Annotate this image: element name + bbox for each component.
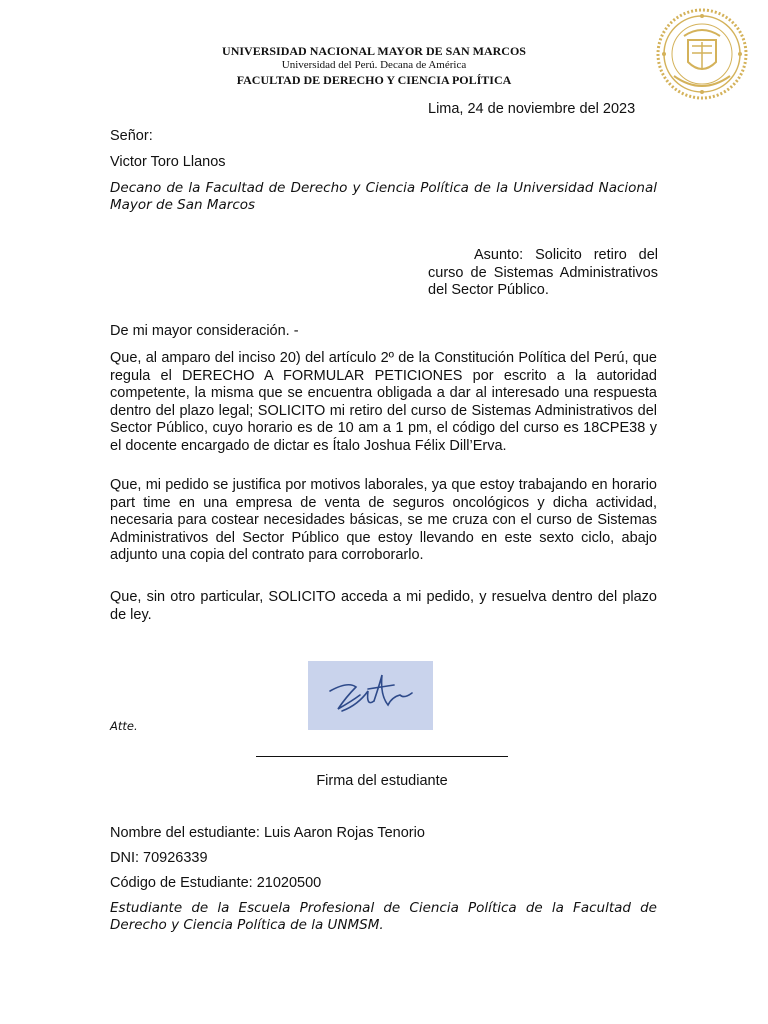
faculty-name: FACULTAD DE DERECHO Y CIENCIA POLÍTICA [236, 73, 512, 87]
university-subtitle: Universidad del Perú. Decana de América [281, 59, 467, 71]
student-code: Código de Estudiante: 21020500 [110, 875, 322, 891]
subject-text: Solicito retiro del curso de Sistemas Administrativos del Sector Público. [428, 247, 659, 298]
addressee-name: Victor Toro Llanos [110, 154, 226, 170]
signature-scribble-icon [308, 661, 433, 730]
greeting: De mi mayor consideración. - [110, 323, 299, 339]
signature-image [308, 661, 433, 730]
paragraph-closing-request: Que, sin otro particular, SOLICITO acceda a mi pedido, y resuelva dentro del plazo de ley. [110, 589, 657, 623]
addressee-title: Decano de la Facultad de Derecho y Ciencia Política de la Universidad Nacional Mayor de San Marcos [110, 180, 657, 213]
student-affiliation: Estudiante de la Escuela Profesional de Ciencia Política de la Facultad de Derecho y Ciencia Política de la UNMSM. [110, 900, 657, 933]
student-name: Nombre del estudiante: Luis Aaron Rojas Tenorio [110, 825, 425, 841]
paragraph-petition: Que, al amparo del inciso 20) del artículo 2º de la Constitución Política del Perú, que regula el DERECHO A FORMULAR PETICIONES por escrito a la autoridad competente, la misma que se encuentra obligada a dar al interesado una respuesta dentro del plazo legal; SOLICITO mi retiro del curso de Sistemas Administrativos del Sector Público, cuyo horario es de 10 am a 1 pm, el código del curso es 18CPE38 y el docente encargado de dictar es Ítalo Joshua Félix Dill’Erva. [110, 350, 657, 454]
closing: Atte. [110, 719, 138, 733]
subject-block [428, 247, 658, 300]
signature-line [256, 756, 508, 757]
student-dni: DNI: 70926339 [110, 850, 208, 866]
paragraph-justification: Que, mi pedido se justifica por motivos laborales, ya que estoy trabajando en horario part time en una empresa de venta de seguros oncológicos y dicha actividad, necesaria para costear necesidades básicas, se me cruza con el curso de Sistemas Administrativos del Sector Público que estoy llevando en este sexto ciclo, abajo adjunto una copia del contrato para corroborarlo. [110, 477, 657, 563]
signature-caption: Firma del estudiante [316, 773, 448, 789]
letter-date: Lima, 24 de noviembre del 2023 [428, 101, 636, 117]
university-name: UNIVERSIDAD NACIONAL MAYOR DE SAN MARCOS [222, 44, 526, 58]
salutation: Señor: [110, 128, 153, 144]
university-seal-icon [654, 6, 750, 102]
subject-label: Asunto: [474, 247, 524, 263]
